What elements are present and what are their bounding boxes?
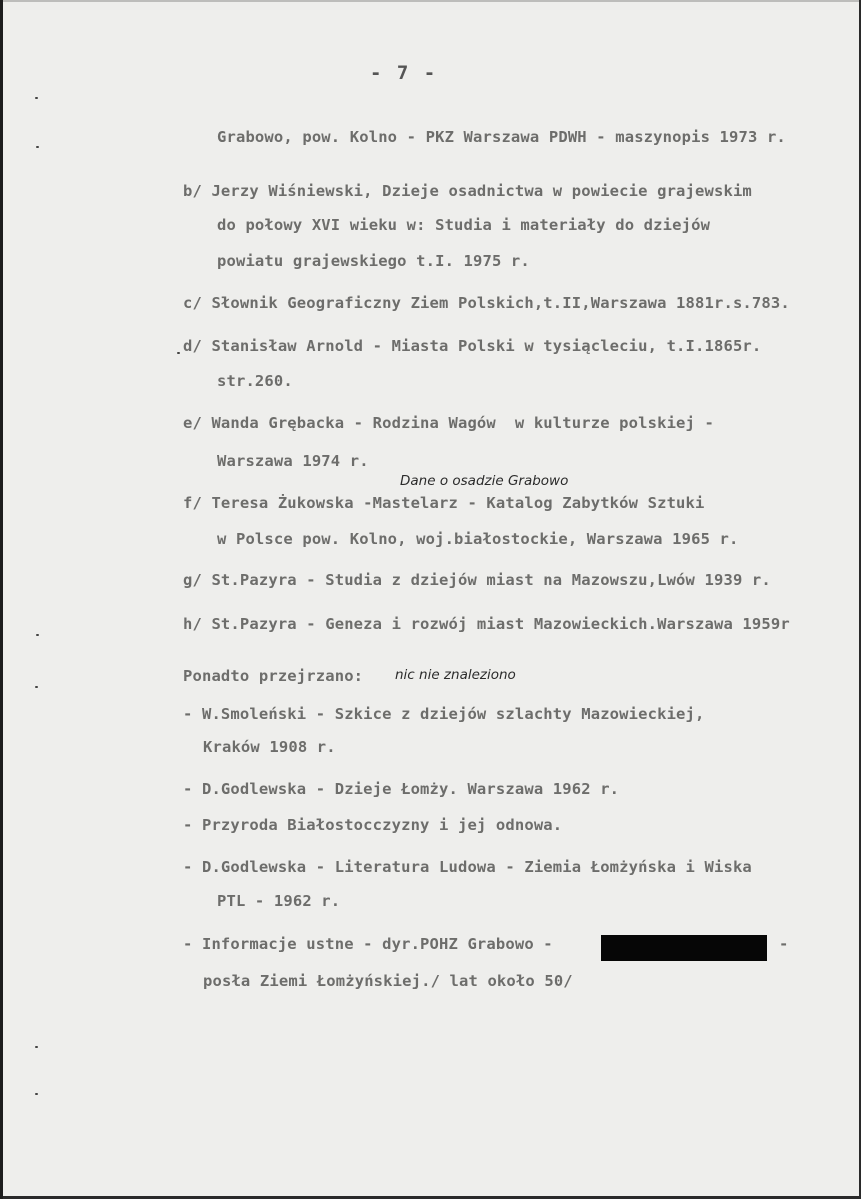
text-line: Grabowo, pow. Kolno - PKZ Warszawa PDWH - maszynopis 1973 r. [217, 128, 786, 146]
text-line: - D.Godlewska - Literatura Ludowa - Ziemia Łomżyńska i Wiska [183, 858, 752, 876]
text-line: w Polsce pow. Kolno, woj.białostockie, Warszawa 1965 r. [217, 530, 739, 548]
text-line: Ponadto przejrzano: [183, 667, 364, 685]
page-edge-top [3, 0, 861, 2]
text-line: - [779, 935, 789, 953]
text-line: - Informacje ustne - dyr.POHZ Grabowo - [183, 935, 553, 953]
scan-speck [35, 1093, 38, 1095]
text-line: f/ Teresa Żukowska -Mastelarz - Katalog Zabytków Sztuki [183, 494, 705, 512]
scan-speck [36, 634, 39, 636]
handwritten-note: nic nie znaleziono [395, 667, 516, 683]
handwritten-note: Dane o osadzie Grabowo [400, 473, 569, 489]
text-line: - D.Godlewska - Dzieje Łomży. Warszawa 1962 r. [183, 780, 620, 798]
text-line: e/ Wanda Grębacka - Rodzina Wagów w kulturze polskiej - [183, 414, 714, 432]
text-line: b/ Jerzy Wiśniewski, Dzieje osadnictwa w powiecie grajewskim [183, 182, 752, 200]
text-line: - Przyroda Białostocczyzny i jej odnowa. [183, 816, 563, 834]
text-line: - W.Smoleński - Szkice z dziejów szlachty Mazowieckiej, [183, 705, 705, 723]
text-line: powiatu grajewskiego t.I. 1975 r. [217, 252, 530, 270]
page-number: - 7 - [370, 62, 438, 84]
text-line: posła Ziemi Łomżyńskiej./ lat około 50/ [203, 972, 573, 990]
text-line: h/ St.Pazyra - Geneza i rozwój miast Mazowieckich.Warszawa 1959r [183, 615, 790, 633]
text-line: d/ Stanisław Arnold - Miasta Polski w tysiącleciu, t.I.1865r. [183, 337, 762, 355]
text-line: g/ St.Pazyra - Studia z dziejów miast na Mazowszu,Lwów 1939 r. [183, 571, 771, 589]
scan-speck [35, 97, 38, 99]
redaction-bar [601, 935, 767, 961]
text-line: Warszawa 1974 r. [217, 452, 369, 470]
text-line: PTL - 1962 r. [217, 892, 341, 910]
text-line: c/ Słownik Geograficzny Ziem Polskich,t.II,Warszawa 1881r.s.783. [183, 294, 790, 312]
scan-speck [36, 146, 39, 148]
scan-speck [177, 352, 180, 354]
scan-speck [35, 1046, 38, 1048]
text-line: str.260. [217, 372, 293, 390]
scan-speck [35, 686, 38, 688]
text-line: do połowy XVI wieku w: Studia i materiały do dziejów [217, 216, 711, 234]
text-line: Kraków 1908 r. [203, 738, 336, 756]
